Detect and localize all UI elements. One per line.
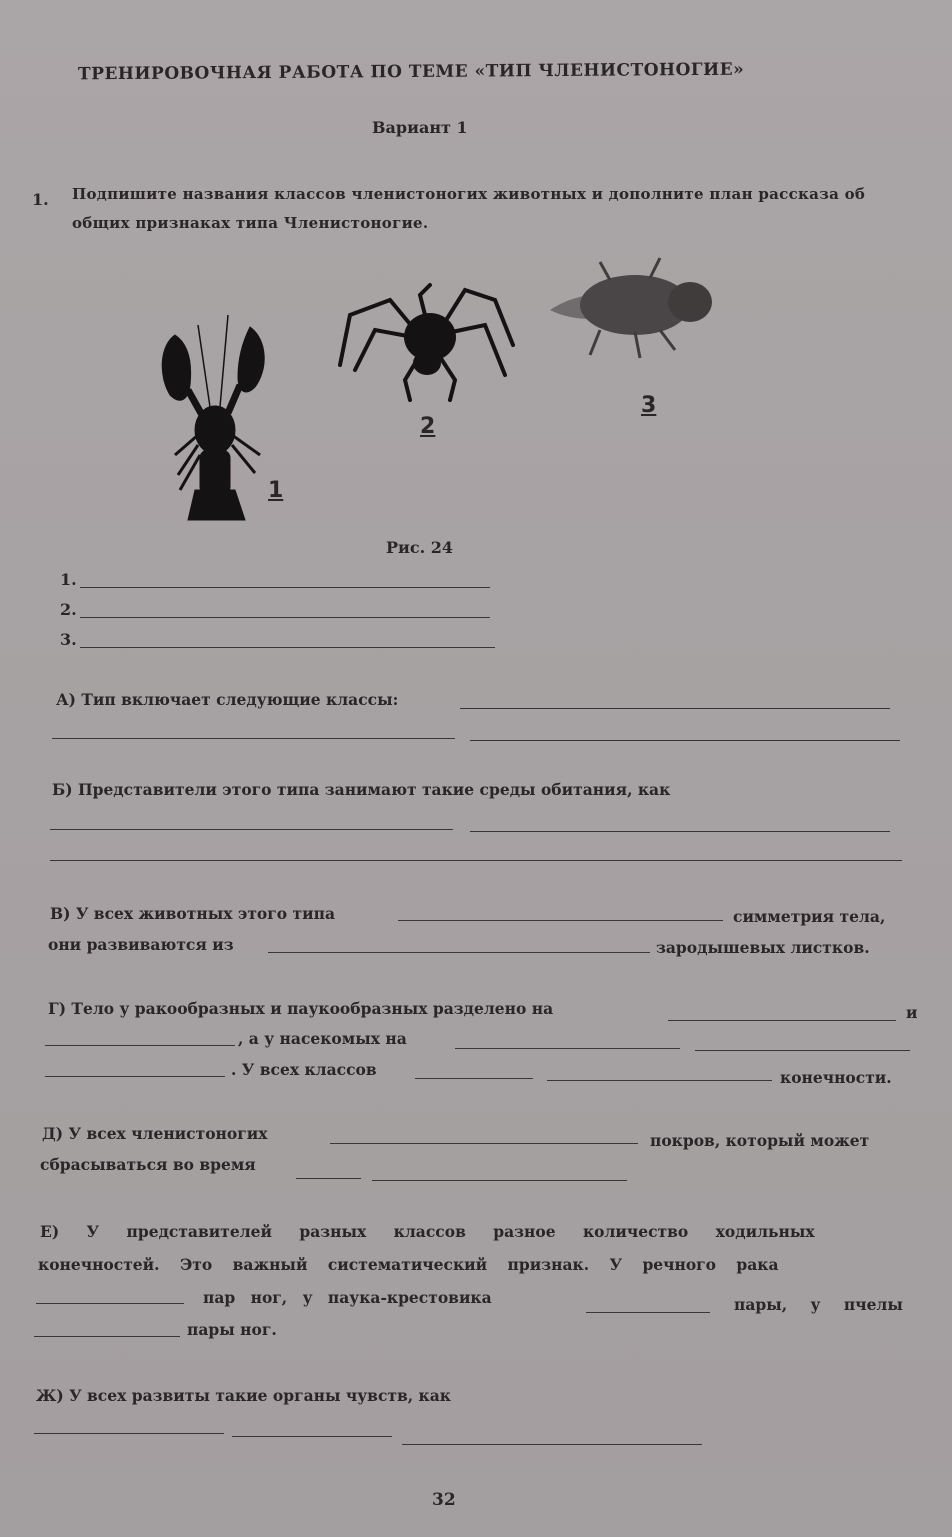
item-v-text-2: симметрия тела, (733, 907, 886, 926)
item-b-line-3[interactable] (50, 860, 902, 861)
answer-line-2[interactable] (80, 617, 490, 618)
item-e-line-2[interactable] (586, 1312, 710, 1313)
item-e-text-5: пары ног. (187, 1320, 277, 1339)
item-e-line-1[interactable] (36, 1303, 184, 1304)
item-b-line-1[interactable] (50, 829, 453, 830)
item-g-line-7[interactable] (547, 1080, 772, 1081)
item-v-text-3: они развиваются из (48, 935, 234, 954)
item-e-text-1: Е) У представителей разных классов разное количество ходильных (40, 1222, 815, 1241)
item-d-text-3: сбрасываться во время (40, 1155, 256, 1174)
item-d-text-1: Д) У всех членистоногих (42, 1124, 268, 1143)
item-e-text-3: пар ног, у паука-крестовика (203, 1288, 492, 1307)
item-v-text-4: зародышевых листков. (656, 938, 870, 957)
item-g-text-3: , а у насекомых на (238, 1029, 407, 1048)
item-zh-line-1[interactable] (34, 1433, 224, 1434)
page-number: 32 (432, 1490, 456, 1510)
item-d-line-1[interactable] (330, 1143, 638, 1144)
item-g-text-4: . У всех классов (231, 1060, 377, 1079)
task-number: 1. (32, 190, 49, 209)
figure-label-1: 1 (268, 478, 284, 503)
variant-heading: Вариант 1 (372, 118, 468, 137)
answer-number-2: 2. (60, 600, 77, 619)
item-zh-line-3[interactable] (402, 1444, 702, 1445)
item-e-text-4: пары, у пчелы (734, 1295, 903, 1314)
item-g-text-1: Г) Тело у ракообразных и паукообразных разделено на (48, 999, 554, 1018)
item-zh-text: Ж) У всех развиты такие органы чувств, как (36, 1386, 451, 1405)
page-title: ТРЕНИРОВОЧНАЯ РАБОТА ПО ТЕМЕ «ТИП ЧЛЕНИСТОНОГИЕ» (77, 59, 745, 85)
item-a-line-2[interactable] (52, 738, 455, 739)
item-g-text-2: и (906, 1003, 918, 1022)
figure-label-2: 2 (420, 414, 436, 439)
item-v-line-2[interactable] (268, 952, 650, 953)
item-b-text: Б) Представители этого типа занимают такие среды обитания, как (52, 780, 671, 799)
item-v-line-1[interactable] (398, 920, 723, 921)
item-g-line-2[interactable] (45, 1045, 235, 1046)
item-g-line-3[interactable] (455, 1048, 680, 1049)
item-d-line-2[interactable] (296, 1178, 361, 1179)
crayfish-image (150, 305, 280, 530)
item-d-line-3[interactable] (372, 1180, 627, 1181)
item-a-text: А) Тип включает следующие классы: (56, 690, 399, 709)
answer-number-3: 3. (60, 630, 77, 649)
task-text: Подпишите названия классов членистоногих животных и дополните план рассказа об общих признаках типа Членистоногие. (72, 185, 866, 232)
item-e-text-2: конечностей. Это важный систематический признак. У речного рака (38, 1255, 779, 1274)
item-d-text-2: покров, который может (650, 1131, 870, 1150)
answer-line-1[interactable] (80, 587, 490, 588)
answer-number-1: 1. (60, 570, 77, 589)
item-v-text-1: В) У всех животных этого типа (50, 904, 335, 923)
item-zh-line-2[interactable] (232, 1436, 392, 1437)
answer-line-3[interactable] (80, 647, 495, 648)
item-a-line-1[interactable] (460, 708, 890, 709)
item-g-line-1[interactable] (668, 1020, 896, 1021)
item-a-line-3[interactable] (470, 740, 900, 741)
item-b-line-2[interactable] (470, 831, 890, 832)
item-g-line-5[interactable] (45, 1076, 225, 1077)
fly-image (540, 250, 725, 365)
figure-caption: Рис. 24 (386, 538, 454, 557)
item-g-line-4[interactable] (695, 1050, 910, 1051)
item-g-line-6[interactable] (415, 1078, 533, 1079)
item-g-text-5: конечности. (780, 1068, 892, 1087)
spider-image (335, 275, 520, 410)
item-e-line-3[interactable] (34, 1336, 180, 1337)
figure-label-3: 3 (641, 393, 657, 418)
